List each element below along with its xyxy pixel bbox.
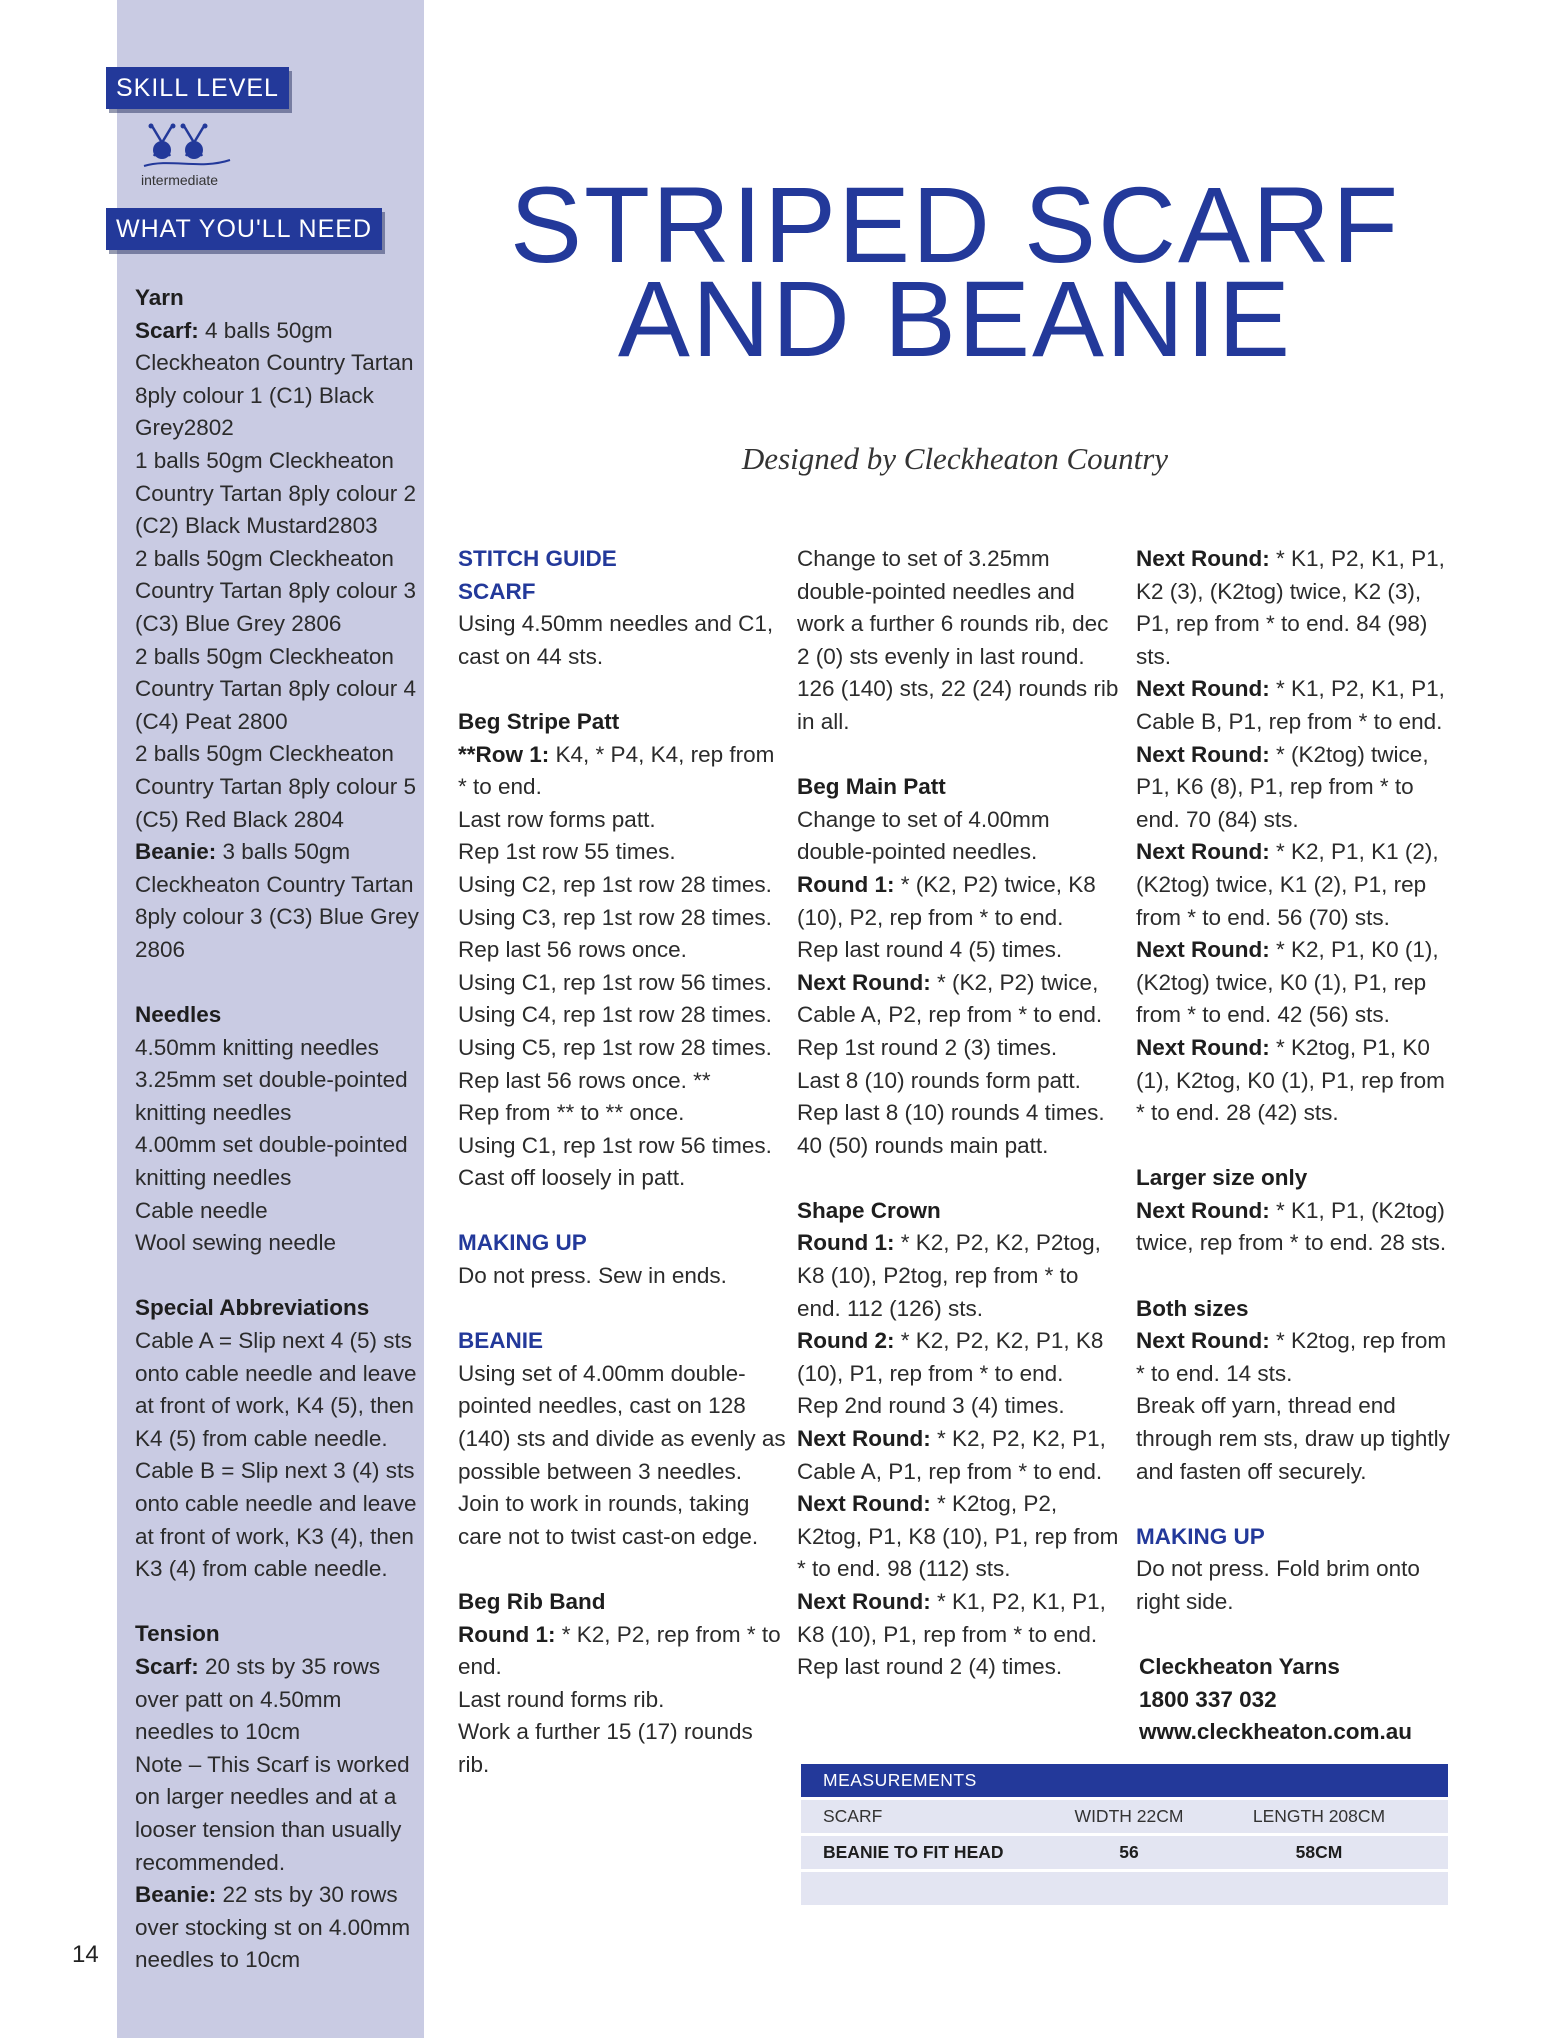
stitch-guide-heading: STITCH GUIDE <box>458 546 617 571</box>
needle-item: Wool sewing needle <box>135 1230 336 1256</box>
needle-item: 3.25mm set double-pointed knitting needles <box>135 1067 408 1125</box>
yarn-heading: Yarn <box>135 285 184 310</box>
scarf-line: Rep from ** to ** once. <box>458 1100 685 1126</box>
rib-round-1: Round 1: * K2, P2, rep from * to end. <box>458 1621 781 1680</box>
rib-continued: Change to set of 3.25mm double-pointed needles and work a further 6 rounds rib, dec 2 (0) sts evenly in last round. 126 (140) sts, 22 (24) rounds rib in all. <box>797 546 1119 734</box>
instructions-column-1 <box>458 543 788 1782</box>
title-line-2: AND BEANIE <box>617 258 1293 379</box>
contact-block <box>1136 1651 1456 1749</box>
needles-heading: Needles <box>135 1002 222 1028</box>
scarf-making-up-heading: MAKING UP <box>458 1230 587 1256</box>
measurements-heading: MEASUREMENTS <box>801 1764 1448 1797</box>
scarf-line: Rep last 56 rows once. ** <box>458 1067 711 1093</box>
main-line: Last 8 (10) rounds form patt. <box>797 1067 1081 1093</box>
crown-round-1: Round 1: * K2, P2, K2, P2tog, K8 (10), P2tog, rep from * to end. 112 (126) sts. <box>797 1230 1101 1321</box>
scarf-line: Using C4, rep 1st row 28 times. <box>458 1002 772 1028</box>
yarn-scarf: Scarf: 4 balls 50gm Cleckheaton Country Tartan 8ply colour 1 (C1) Black Grey2802 <box>135 317 414 441</box>
needle-item: Cable needle <box>135 1197 268 1223</box>
crown-next-round: Next Round: * K2tog, P2, K2tog, P1, K8 (10), P1, rep from * to end. 98 (112) sts. <box>797 1491 1119 1582</box>
rib-band-heading: Beg Rib Band <box>458 1589 606 1614</box>
main-line: Rep last 8 (10) rounds 4 times. 40 (50) rounds main patt. <box>797 1100 1105 1158</box>
scarf-line: Using C1, rep 1st row 56 times. <box>458 1132 772 1158</box>
crown-next-round: Next Round: * (K2tog) twice, P1, K6 (8), P1, rep from * to end. 70 (84) sts. <box>1136 741 1429 832</box>
crown-next-round: Next Round: * K1, P2, K1, P1, Cable B, P1, rep from * to end. <box>1136 676 1445 734</box>
scarf-line: Rep 1st row 55 times. <box>458 839 676 865</box>
finish-text: Break off yarn, thread end through rem sts, draw up tightly and fasten off securely. <box>1136 1393 1450 1484</box>
main-patt-heading: Beg Main Patt <box>797 774 946 800</box>
table-row <box>801 1836 1448 1869</box>
contact-name: Cleckheaton Yarns <box>1139 1654 1340 1680</box>
beanie-making-up-heading: MAKING UP <box>1136 1523 1265 1549</box>
instructions-column-2 <box>797 543 1122 1684</box>
materials-column <box>135 282 425 1977</box>
measurements-table <box>801 1764 1448 1905</box>
scarf-line: Using C2, rep 1st row 28 times. <box>458 871 772 897</box>
shape-crown-heading: Shape Crown <box>797 1197 941 1223</box>
yarn-c3: 2 balls 50gm Cleckheaton Country Tartan 8ply colour 3 (C3) Blue Grey 2806 <box>135 545 416 636</box>
page-number: 14 <box>72 1941 99 1968</box>
measurement-item: SCARF <box>823 1806 883 1826</box>
rib-line: Work a further 15 (17) rounds rib. <box>458 1719 753 1777</box>
crown-next-round: Next Round: * K1, P1, (K2tog) twice, rep from * to end. 28 sts. <box>1136 1197 1447 1256</box>
abbreviations-heading: Special Abbreviations <box>135 1295 370 1321</box>
crown-line: Rep 2nd round 3 (4) times. <box>797 1393 1065 1419</box>
yarn-c4: 2 balls 50gm Cleckheaton Country Tartan 8ply colour 4 (C4) Peat 2800 <box>135 643 416 734</box>
main-line: Rep 1st round 2 (3) times. <box>797 1034 1058 1060</box>
scarf-line: Using C1, rep 1st row 56 times. <box>458 969 772 995</box>
rib-line: Last round forms rib. <box>458 1686 665 1712</box>
main-round-1: Round 1: * (K2, P2) twice, K8 (10), P2, rep from * to end. <box>797 871 1096 930</box>
tension-heading: Tension <box>135 1621 220 1647</box>
crown-next-round: Next Round: * K2, P1, K1 (2), (K2tog) twice, K1 (2), P1, rep from * to end. 56 (70) sts. <box>1136 839 1439 930</box>
main-line: Rep last round 4 (5) times. <box>797 937 1063 963</box>
stripe-row-1: **Row 1: K4, * P4, K4, rep from * to end. <box>458 741 775 800</box>
tension-scarf: Scarf: 20 sts by 35 rows over patt on 4.50mm needles to 10cm <box>135 1653 381 1745</box>
contact-website[interactable]: www.cleckheaton.com.au <box>1139 1719 1412 1745</box>
scarf-line: Cast off loosely in patt. <box>458 1165 686 1191</box>
main-patt-intro: Change to set of 4.00mm double-pointed needles. <box>797 806 1050 865</box>
crown-next-round: Next Round: * K2tog, rep from * to end. 14 sts. <box>1136 1328 1447 1386</box>
crown-next-round: Next Round: * K1, P2, K1, P1, K2 (3), (K2tog) twice, K2 (3), P1, rep from * to end. 84 (98) sts. <box>1136 546 1445 669</box>
needle-item: 4.50mm knitting needles <box>135 1034 379 1060</box>
scarf-line: Last row forms patt. <box>458 806 656 832</box>
scarf-line: Using C5, rep 1st row 28 times. <box>458 1034 772 1060</box>
crown-next-round: Next Round: * K2, P2, K2, P1, Cable A, P1, rep from * to end. <box>797 1426 1106 1484</box>
both-sizes-heading: Both sizes <box>1136 1295 1249 1321</box>
table-row <box>801 1800 1448 1833</box>
yarn-c5: 2 balls 50gm Cleckheaton Country Tartan 8ply colour 5 (C5) Red Black 2804 <box>135 741 416 832</box>
measurement-value: LENGTH 208CM <box>1252 1806 1386 1826</box>
beanie-intro: Using set of 4.00mm double-pointed needles, cast on 128 (140) sts and divide as evenly as possible between 3 needles. Join to work in rounds, taking care not to twist cast-on edge. <box>458 1360 786 1549</box>
contact-phone: 1800 337 032 <box>1139 1686 1277 1712</box>
what-you-need-label: WHAT YOU'LL NEED <box>106 208 382 250</box>
measurement-item: BEANIE TO FIT HEAD <box>823 1842 1004 1862</box>
scarf-line: Using C3, rep 1st row 28 times. <box>458 904 772 930</box>
skill-level-value: intermediate <box>141 172 219 188</box>
skill-level-label: SKILL LEVEL <box>106 67 289 109</box>
measurement-value: 58CM <box>1295 1842 1343 1862</box>
crown-next-round: Next Round: * K2, P1, K0 (1), (K2tog) twice, K0 (1), P1, rep from * to end. 42 (56) sts. <box>1136 937 1439 1028</box>
table-row-empty <box>801 1872 1448 1905</box>
scarf-heading: SCARF <box>458 578 536 604</box>
title-line-1: STRIPED SCARF <box>509 164 1401 285</box>
designer-byline: Designed by Cleckheaton Country <box>741 441 1169 476</box>
larger-size-heading: Larger size only <box>1136 1165 1308 1191</box>
abbreviation-cable-b: Cable B = Slip next 3 (4) sts onto cable needle and leave at front of work, K3 (4), then K3 (4) from cable needle. <box>135 1458 417 1582</box>
stripe-heading: Beg Stripe Patt <box>458 708 620 734</box>
tension-note: Note – This Scarf is worked on larger needles and at a looser tension than usually recommended. <box>135 1751 410 1875</box>
beanie-making-up-text: Do not press. Fold brim onto right side. <box>1136 1556 1420 1614</box>
beanie-heading: BEANIE <box>458 1328 544 1354</box>
main-next-round: Next Round: * (K2, P2) twice, Cable A, P2, rep from * to end. <box>797 969 1103 1028</box>
scarf-intro: Using 4.50mm needles and C1, cast on 44 sts. <box>458 611 774 669</box>
tension-beanie: Beanie: 22 sts by 30 rows over stocking st on 4.00mm needles to 10cm <box>135 1882 411 1973</box>
scarf-making-up-text: Do not press. Sew in ends. <box>458 1263 727 1289</box>
page-title <box>490 164 1420 379</box>
crown-line: Rep last round 2 (4) times. <box>797 1654 1063 1680</box>
instructions-column-3 <box>1136 543 1456 1749</box>
scarf-line: Rep last 56 rows once. <box>458 937 687 963</box>
crown-next-round: Next Round: * K2tog, P1, K0 (1), K2tog, K0 (1), P1, rep from * to end. 28 (42) sts. <box>1136 1034 1445 1126</box>
measurement-value: 56 <box>1119 1842 1139 1862</box>
measurement-value: WIDTH 22CM <box>1074 1806 1184 1826</box>
abbreviation-cable-a: Cable A = Slip next 4 (5) sts onto cable needle and leave at front of work, K4 (5), then K4 (5) from cable needle. <box>135 1328 417 1451</box>
crown-round-2: Round 2: * K2, P2, K2, P1, K8 (10), P1, rep from * to end. <box>797 1328 1104 1386</box>
crown-next-round: Next Round: * K1, P2, K1, P1, K8 (10), P1, rep from * to end. <box>797 1589 1106 1647</box>
needle-item: 4.00mm set double-pointed knitting needles <box>135 1132 408 1191</box>
yarn-c2: 1 balls 50gm Cleckheaton Country Tartan 8ply colour 2 (C2) Black Mustard2803 <box>135 447 416 539</box>
yarn-beanie: Beanie: 3 balls 50gm Cleckheaton Country Tartan 8ply colour 3 (C3) Blue Grey 2806 <box>135 839 419 962</box>
